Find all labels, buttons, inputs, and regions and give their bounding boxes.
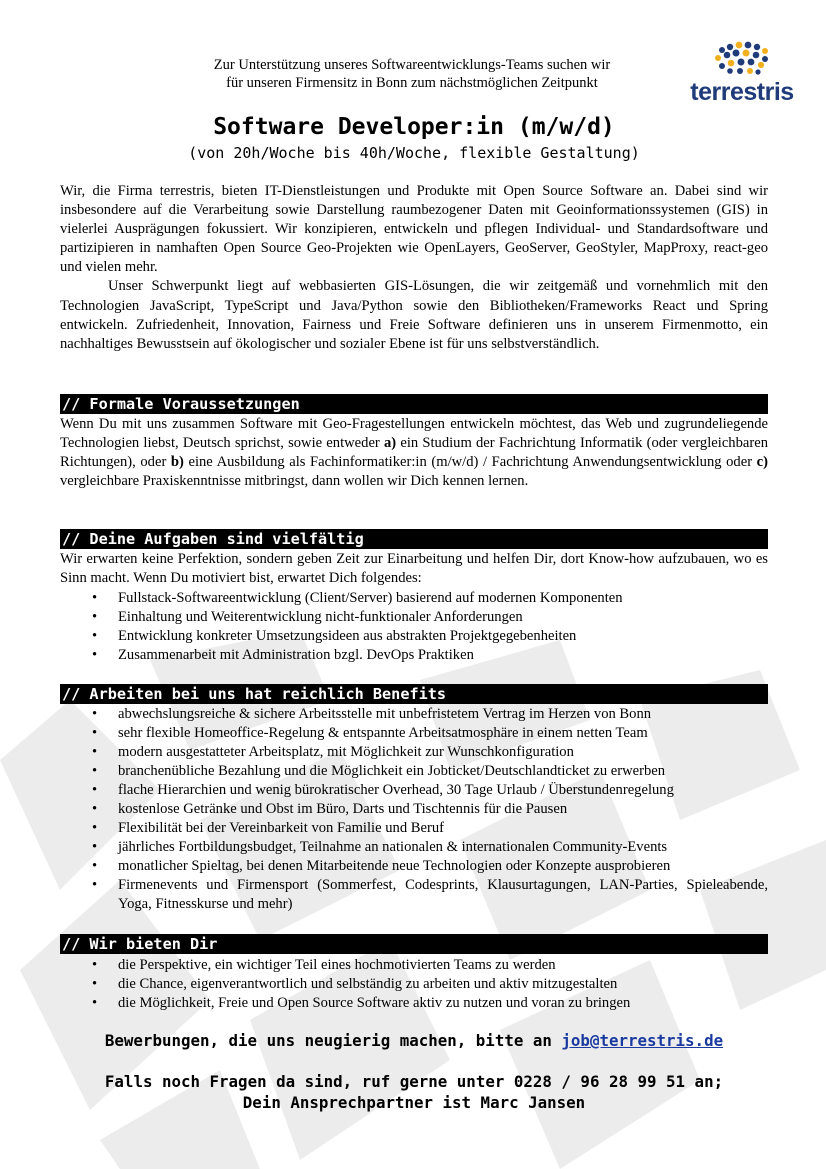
option-b-marker: b) [170,454,184,471]
about-section [60,182,768,354]
list-item: • abwechslungsreiche & sichere Arbeitsstelle mit unbefristetem Vertrag im Herzen von Bonn [60,705,768,724]
list-item: • die Möglichkeit, Freie und Open Source Software aktiv zu nutzen und voran zu bringen [60,994,768,1013]
application-line [60,1030,768,1051]
about-paragraph-1: Wir, die Firma terrestris, bieten IT-Dienstleistungen und Produkte mit Open Source Software an. Dabei sind wir insbesondere auf die Verarbeitung sowie Darstellung raumbezogener Daten mit Geoinformationssystemen (GIS) in vielerlei Ausprägungen fokussiert. Wir konzipieren, entwickeln und pflegen Individual- und Standardsoftware und partizipieren in namhaften Open Source Geo-Projekten wie OpenLayers, GeoServer, GeoStyler, MapProxy, react-geo und vielen mehr. [60,183,768,276]
intro-line-1: Zur Unterstützung unseres Softwareentwicklungs-Teams suchen wir [213,57,611,73]
list-item: • Zusammenarbeit mit Administration bzgl. DevOps Praktiken [60,646,768,665]
list-item: • branchenübliche Bezahlung und die Möglichkeit ein Jobticket/Deutschlandticket zu erwerben [60,762,768,781]
list-item: • die Chance, eigenverantwortlich und selbständig zu arbeiten und aktiv mitzugestalten [60,975,768,994]
intro-text [62,56,762,92]
company-logo [684,40,800,106]
list-item: • modern ausgestatteter Arbeitsplatz, mit Möglichkeit zur Wunschkonfiguration [60,743,768,762]
list-item: • sehr flexible Homeoffice-Regelung & entspannte Arbeitsatmosphäre in einem netten Team [60,724,768,743]
section-heading-requirements: // Formale Voraussetzungen [60,394,768,414]
section-heading-benefits: // Arbeiten bei uns hat reichlich Benefits [60,684,768,704]
list-item: • flache Hierarchien und wenig bürokratischer Overhead, 30 Tage Urlaub / Überstundenregelung [60,781,768,800]
list-item: • kostenlose Getränke und Obst im Büro, Darts und Tischtennis für die Pausen [60,800,768,819]
list-item: • die Perspektive, ein wichtiger Teil eines hochmotivierten Teams zu werden [60,956,768,975]
logo-wordmark: terrestris [690,78,794,106]
job-title: Software Developer:in (m/w/d) [213,114,615,140]
contact-line-1: Falls noch Fragen da sind, ruf gerne unter 0228 / 96 28 99 51 an; [104,1072,724,1091]
list-item: • Einhaltung und Weiterentwicklung nicht-funktionaler Anforderungen [60,608,768,627]
list-item: • monatlicher Spieltag, bei denen Mitarbeitende neue Technologien oder Konzepte ausprobieren [60,857,768,876]
offer-list [60,956,768,1013]
list-item: • jährliches Fortbildungsbudget, Teilnahme an nationalen & internationalen Community-Events [60,838,768,857]
globe-dots-icon [684,40,800,80]
requirements-text [60,415,768,491]
job-subtitle: (von 20h/Woche bis 40h/Woche, flexible Gestaltung) [188,144,640,162]
about-paragraph-2: Unser Schwerpunkt liegt auf webbasierten GIS-Lösungen, die wir zeitgemäß und vornehmlich mit den Technologien JavaScript, TypeScript und Java/Python sowie den Bibliotheken/Frameworks React und Spring entwickeln. Zufriedenheit, Innovation, Fairness und Freie Software definieren uns in unserem Firmenmotto, ein nachhaltiges Bewusstsein auf ökologischer und sozialer Ebene ist für uns selbstverständlich. [60,278,768,352]
option-a-marker: a) [383,435,397,452]
requirements-text-part: Wenn Du mit uns zusammen Software mit Geo-Fragestellungen entwickeln möchtest, das Web und zugrundeliegende Technologien liebst, Deutsch sprichst, sowie entweder [60,416,768,452]
requirements-text-part: eine Ausbildung als Fachinformatiker:in (m/w/d) / Fachrichtung Anwendungsentwicklung oder [183,454,757,471]
tasks-list [60,589,768,665]
tasks-intro: Wir erwarten keine Perfektion, sondern geben Zeit zur Einarbeitung und helfen Dir, dort Know-how aufzubauen, wo es Sinn macht. Wenn Du motiviert bist, erwartet Dich folgendes: [60,551,768,587]
contact-line-2: Dein Ansprechpartner ist Marc Jansen [242,1093,586,1112]
section-heading-tasks: // Deine Aufgaben sind vielfältig [60,529,768,549]
contact-block [60,1071,768,1113]
list-item: • Flexibilität bei der Vereinbarkeit von Familie und Beruf [60,819,768,838]
section-heading-offer: // Wir bieten Dir [60,934,768,954]
email-link[interactable]: job@terrestris.de [561,1031,724,1050]
application-text: Bewerbungen, die uns neugierig machen, bitte an [104,1031,562,1050]
intro-line-2: für unseren Firmensitz in Bonn zum nächstmöglichen Zeitpunkt [226,75,598,91]
benefits-list [60,705,768,914]
list-item: • Entwicklung konkreter Umsetzungsideen aus abstrakten Projektgegebenheiten [60,627,768,646]
list-item: • Firmenevents und Firmensport (Sommerfest, Codesprints, Klausurtagungen, LAN-Parties, Spieleabende, Yoga, Fitnesskurse und mehr) [60,876,768,914]
requirements-text-part: ein Studium der Fachrichtung Informatik (oder vergleichbaren Richtungen), oder [60,435,768,471]
requirements-text-part: vergleichbare Praxiskenntnisse mitbringst, dann wollen wir Dich kennen lernen. [60,473,529,490]
option-c-marker: c) [756,454,768,471]
list-item: • Fullstack-Softwareentwicklung (Client/Server) basierend auf modernen Komponenten [60,589,768,608]
